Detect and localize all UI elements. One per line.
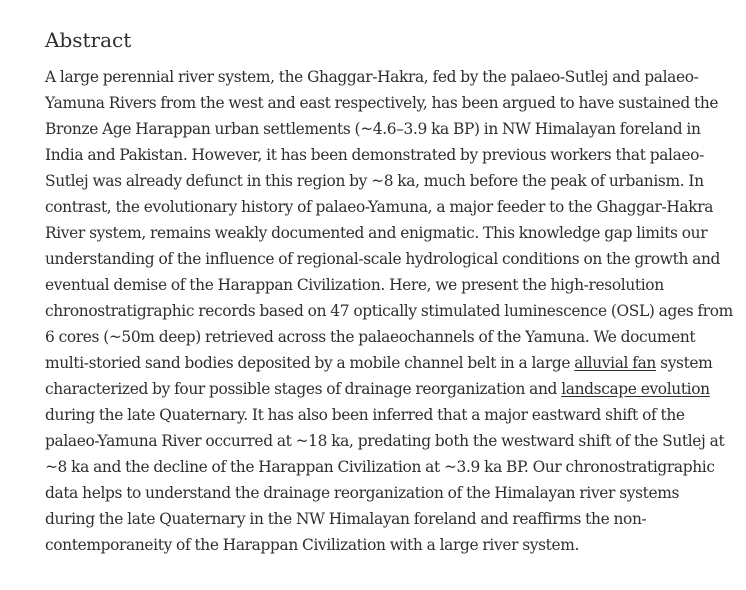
- abstract-line: [45, 350, 725, 376]
- abstract-heading: Abstract: [45, 28, 132, 52]
- alluvial-fan-link[interactable]: alluvial fan: [574, 354, 656, 372]
- abstract-line: Sutlej was already defunct in this region by ~8 ka, much before the peak of urbanism. In: [45, 172, 704, 190]
- abstract-line: contrast, the evolutionary history of palaeo-Yamuna, a major feeder to the Ghaggar-Hakra: [45, 198, 714, 216]
- abstract-section: [45, 26, 733, 558]
- abstract-line: A large perennial river system, the Ghaggar-Hakra, fed by the palaeo-Sutlej and palaeo-: [45, 68, 699, 86]
- abstract-line: eventual demise of the Harappan Civilization. Here, we present the high-resolution: [45, 276, 664, 294]
- abstract-text: characterized by four possible stages of drainage reorganization and: [45, 380, 562, 398]
- abstract-line: during the late Quaternary in the NW Himalayan foreland and reaffirms the non-: [45, 510, 647, 528]
- abstract-text: multi-storied sand bodies deposited by a mobile channel belt in a large: [45, 354, 575, 372]
- abstract-text: system: [656, 354, 713, 372]
- abstract-body: [45, 64, 733, 558]
- abstract-line: during the late Quaternary. It has also been inferred that a major eastward shift of the: [45, 406, 685, 424]
- abstract-line: understanding of the influence of regional-scale hydrological conditions on the growth and: [45, 250, 721, 268]
- abstract-line: ~8 ka and the decline of the Harappan Civilization at ~3.9 ka BP. Our chronostratigraphic: [45, 458, 715, 476]
- abstract-line: [45, 376, 725, 402]
- abstract-line: Yamuna Rivers from the west and east respectively, has been argued to have sustained the: [45, 94, 719, 112]
- landscape-evolution-link[interactable]: landscape evolution: [561, 380, 710, 398]
- abstract-line: 6 cores (~50m deep) retrieved across the palaeochannels of the Yamuna. We document: [45, 328, 696, 346]
- abstract-line: India and Pakistan. However, it has been demonstrated by previous workers that palaeo-: [45, 146, 704, 164]
- abstract-line: palaeo-Yamuna River occurred at ~18 ka, predating both the westward shift of the Sutlej at: [45, 432, 725, 450]
- abstract-line: chronostratigraphic records based on 47 optically stimulated luminescence (OSL) ages from: [45, 302, 733, 320]
- abstract-line: River system, remains weakly documented and enigmatic. This knowledge gap limits our: [45, 224, 708, 242]
- abstract-line: contemporaneity of the Harappan Civilization with a large river system.: [45, 536, 580, 554]
- abstract-line: Bronze Age Harappan urban settlements (~4.6–3.9 ka BP) in NW Himalayan foreland in: [45, 120, 701, 138]
- abstract-line: data helps to understand the drainage reorganization of the Himalayan river systems: [45, 484, 680, 502]
